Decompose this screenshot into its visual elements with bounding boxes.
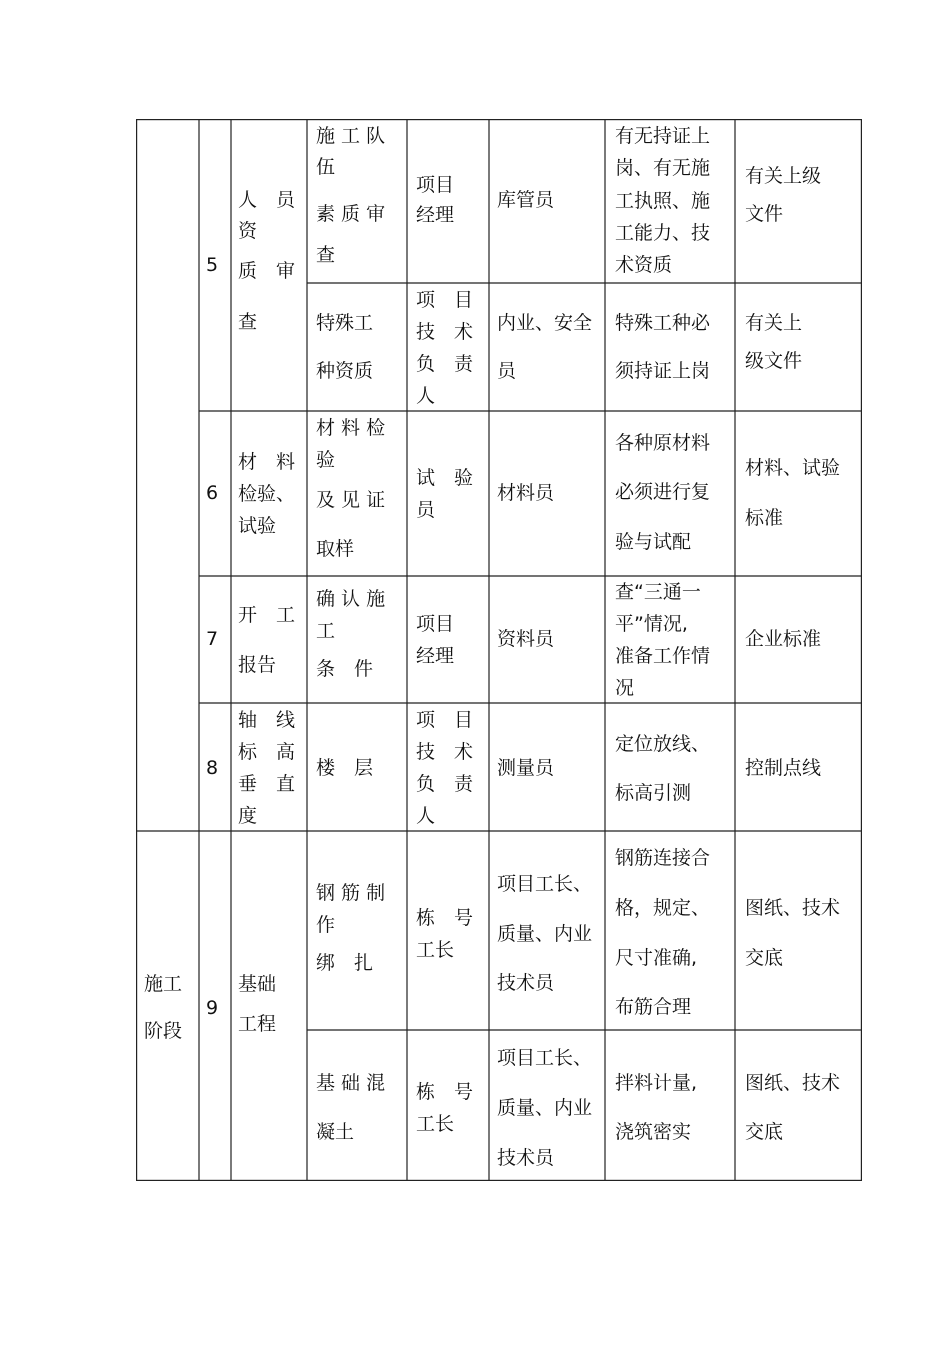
row-number: 6	[206, 482, 219, 504]
row-number: 8	[206, 757, 219, 779]
row-number: 5	[206, 254, 219, 276]
inspection-table: 5 人 员 资 质 审 查 施 工 队 伍 素 质 审 查 项目 经理 库管员 有无持证上 岗、有无施 工执照、施 工能力、技 术资质 有关上级 文件 特殊工 种资质 项 目 技 术 负 责 人 内业、安全 员 特殊工种必 须持证上岗 有关上 级文件 6 材 料 检验、 试验 材 料 检 验 及 见 证 取样 试 验 员 材料员 各种原材料 必须进行复 验与试配 材料、试验 标准 7 开 工 报告 确 认 施 工 条 件 项目 经理 资料员 查“三通一 平”情况, 准备工作情 况 企业标准 8 轴 线 标 高 垂 直 度 楼 层 项 目 技 术 负 责 人 测量员 定位放线、 标高引测 控制点线 施工 阶段 9 基础 工程 钢 筋 制 作 绑 扎 栋 号 工长 项目工长、 质量、内业 技术员 钢筋连接合 格，规定、 尺寸准确, 布筋合理 图纸、技术 交底 基 础 混 凝土 栋 号 工长 项目工长、 质量、内业 技术员 拌料计量, 浇筑密实 图纸、技术 交底	[136, 119, 862, 1181]
row-number: 9	[206, 997, 219, 1019]
row-number: 7	[206, 628, 219, 650]
